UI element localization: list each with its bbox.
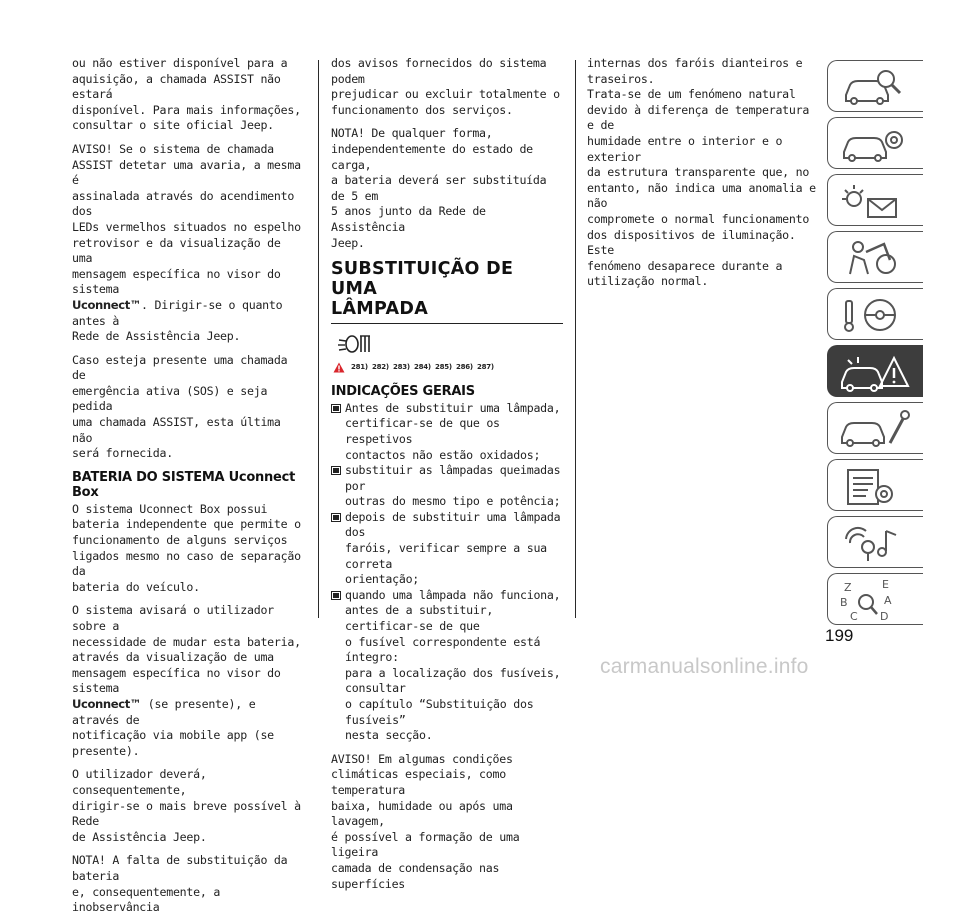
tab-multimedia[interactable] (827, 516, 923, 568)
paragraph-note: NOTA! De qualquer forma, independentemente do estado de carga, a bateria deverá ser substituída de 5 em 5 anos junto da Rede de Assistência Jeep. (331, 126, 547, 250)
index-letter: A (884, 594, 892, 607)
warning-triangle-icon (333, 362, 345, 373)
column-divider (318, 60, 319, 618)
index-letter: C (850, 610, 858, 623)
section-heading-bulb: SUBSTITUIÇÃO DE UMA LÂMPADA (331, 259, 514, 320)
bullet-square-icon (331, 591, 341, 600)
text-column-1 (72, 56, 304, 924)
uconnect-label: Uconnect™ (72, 297, 142, 312)
paragraph-warning: AVISO! Em algumas condições climáticas especiais, como temperatura baixa, humidade ou após uma lavagem, é possível a formação de uma ligeira camada de condensação nas superfícies (331, 751, 520, 891)
paragraph-note: NOTA! A falta de substituição da bateria e, consequentemente, a inobservância (72, 853, 288, 915)
car-settings-icon (828, 118, 924, 170)
multimedia-icon (828, 517, 924, 569)
tab-safety[interactable] (827, 117, 923, 169)
airbag-icon (828, 232, 924, 284)
column-divider (575, 60, 576, 618)
emergency-car-icon (828, 346, 924, 398)
page-number: 199 (825, 626, 854, 645)
car-magnifier-icon (828, 61, 924, 113)
tab-safety-airbag[interactable] (827, 231, 923, 283)
paragraph: O sistema Uconnect Box possui bateria independente que permite o funcionamento de alguns serviços ligados mesmo no caso de separação da bateria do veículo. (72, 501, 301, 594)
paragraph: Caso esteja presente uma chamada de emergência ativa (SOS) e seja pedida uma chamada ASSIST, esta última não será fornecida. (72, 352, 288, 461)
section-heading-battery: BATERIA DO SISTEMA Uconnect Box (72, 469, 296, 500)
tab-maintenance[interactable] (827, 402, 923, 454)
paragraph-warning: AVISO! Se o sistema de chamada ASSIST detetar uma avaria, a mesma é assinalada através do acendimento dos LEDs vermelhos situados no espelho retrovisor e da visualização de uma mensagem específica no visor do sistema Uconnect™. Dirigir-se o quanto antes à Rede de Assistência Jeep. (72, 141, 301, 344)
tab-index[interactable] (827, 573, 923, 625)
steering-wheel-icon (828, 289, 924, 341)
paragraph: internas dos faróis dianteiros e traseiros. Trata-se de um fenómeno natural devido à diferença de temperatura e de humidade entre o interior e o exterior da estrutura transparente que, no entanto, não indica uma anomalia e não compromete o normal funcionamento dos dispositivos de iluminação. Este fenómeno desaparece durante a utilização normal. (587, 56, 816, 289)
index-letter: Z (844, 581, 852, 594)
warning-references (333, 360, 563, 376)
tab-emergency[interactable] (827, 345, 923, 397)
watermark: carmanualsonline.info (600, 655, 809, 678)
bullet-square-icon (331, 404, 341, 413)
index-letter: B (840, 596, 848, 609)
uconnect-label: Uconnect™ (72, 696, 142, 711)
paragraph: O sistema avisará o utilizador sobre a necessidade de mudar esta bateria, através da visualização de uma mensagem específica no visor do sistema Uconnect™ (se presente), e através de notificação via mobile app (se presente). (72, 603, 301, 758)
tab-technical-data[interactable] (827, 459, 923, 511)
bullet-square-icon (331, 466, 341, 475)
index-letter: E (882, 578, 889, 591)
heading-underline (331, 323, 563, 324)
paragraph: ou não estiver disponível para a aquisição, a chamada ASSIST não estará disponível. Para mais informações, consultar o site oficial Jeep. (72, 56, 301, 133)
text-column-3 (587, 56, 817, 298)
bulb-symbol-icon (335, 332, 563, 356)
list-item: substituir as lâmpadas queimadas por outras do mesmo tipo e potência; (331, 463, 563, 510)
list-item: Antes de substituir uma lâmpada, certificar-se de que os respetivos contactos não estão oxidados; (331, 401, 563, 463)
text-column-2 (331, 56, 563, 900)
document-gear-icon (828, 460, 924, 512)
tab-warning-lights[interactable] (827, 174, 923, 226)
paragraph: dos avisos fornecidos do sistema podem prejudicar ou excluir totalmente o funcionamento dos serviços. (331, 56, 560, 117)
tab-dashboard-knowledge[interactable] (827, 60, 923, 112)
list-item: depois de substituir uma lâmpada dos faróis, verificar sempre a sua correta orientação; (331, 510, 563, 588)
list-item: quando uma lâmpada não funciona, antes de a substituir, certificar-se de que o fusível correspondente está íntegro: para a localização dos fusíveis, consultar o capítulo “Substituição dos fusíveis” nesta secção. (331, 588, 563, 744)
car-wrench-icon (828, 403, 924, 455)
subheading-general: INDICAÇÕES GERAIS (331, 383, 475, 399)
light-message-icon (828, 175, 924, 227)
index-letter: D (880, 610, 889, 623)
tab-starting-driving[interactable] (827, 288, 923, 340)
bullet-square-icon (331, 513, 341, 522)
alphabet-index-icon (828, 574, 924, 626)
warning-reference-list: 281) 282) 283) 284) 285) 286) 287) (351, 363, 494, 372)
paragraph: O utilizador deverá, consequentemente, dirigir-se o mais breve possível à Rede de Assistência Jeep. (72, 767, 301, 844)
